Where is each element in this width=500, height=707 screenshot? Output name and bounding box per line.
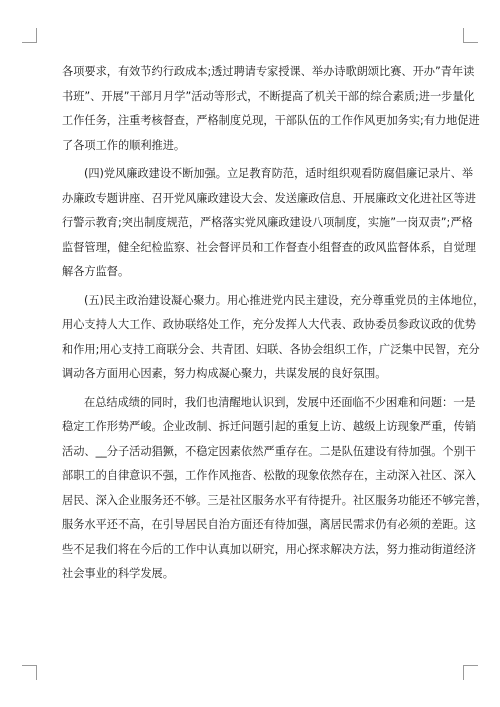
document-body <box>62 60 488 593</box>
crop-mark-top-right <box>463 28 478 43</box>
text-line: 各项要求，有效节约行政成本;透过聘请专家授课、举办诗歌朗颂比赛、开办”青年读 <box>62 65 475 78</box>
text-line: 居民、深入企业服务还不够。三是社区服务水平有待提升。社区服务功能还不够完善， <box>62 493 488 507</box>
paragraph-democratic-politics <box>62 289 485 387</box>
crop-mark-bottom-right <box>463 665 478 680</box>
paragraph-work-style <box>62 60 480 158</box>
text-line: 工作任务，注重考核督查，严格制度兑现，干部队伍的工作作风更加务实;有力地促进 <box>62 114 480 127</box>
text-line: 部职工的自律意识不强，工作作风拖沓、松散的现象依然存在，主动深入社区、深入 <box>62 469 476 482</box>
crop-mark-top-left <box>22 28 37 43</box>
text-line: 和作用;用心支持工商联分会、共青团、妇联、各协会组织工作，广泛集中民智，充分 <box>62 342 480 356</box>
text-line: (五)民主政治建设凝心聚力。用心推进党内民主建设，充分尊重党员的主体地位， <box>84 293 485 307</box>
text-line: 活动、__分子活动猖獗，不稳定因素依然严重存在。二是队伍建设有待加强。个别干 <box>62 444 476 458</box>
text-line: 用心支持人大工作、政协联络处工作，充分发挥人大代表、政协委员参政议政的优势 <box>62 318 476 331</box>
text-line: 书班”、开展”干部月月学”活动等形式，不断提高了机关干部的综合素质;进一步量化 <box>62 89 475 103</box>
text-line: 解各方监督。 <box>62 265 130 278</box>
text-line: 行警示教育;突出制度规范，严格落实党风廉政建设八项制度，实施”一岗双责”;严格 <box>62 216 473 229</box>
text-line: 调动各方面用心因素，努力构成凝心聚力，共谋发展的良好氛围。 <box>62 367 387 380</box>
paragraph-clean-government <box>62 162 476 285</box>
text-line: 些不足我们将在今后的工作中认真加以研究，用心探求解决方法，努力推动街道经济 <box>62 542 476 556</box>
text-line: 监督管理，健全纪检监察、社会督评员和工作督查小组督查的政风监督体系，自觉理 <box>62 240 476 254</box>
text-line: 在总结成绩的同时，我们也清醒地认识到，发展中还面临不少困难和问题：一是 <box>84 395 476 409</box>
text-line: 办廉政专题讲座、召开党风廉政建设大会、发送廉政信息、开展廉政文化进社区等进 <box>62 191 476 205</box>
crop-mark-bottom-left <box>22 665 37 680</box>
text-line: 了各项工作的顺利推进。 <box>62 138 186 152</box>
paragraph-problems <box>62 391 488 587</box>
text-line: 社会事业的科学发展。 <box>62 567 174 580</box>
text-line: (四)党风廉政建设不断加强。立足教育防范，适时组织观看防腐倡廉记录片、举 <box>84 167 474 180</box>
text-line: 稳定工作形势严峻。企业改制、拆迁问题引起的重复上访、越级上访现象严重，传销 <box>62 420 476 433</box>
text-line: 服务水平还不高，在引导居民自治方面还有待加强，离居民需求仍有必须的差距。这 <box>62 518 476 531</box>
